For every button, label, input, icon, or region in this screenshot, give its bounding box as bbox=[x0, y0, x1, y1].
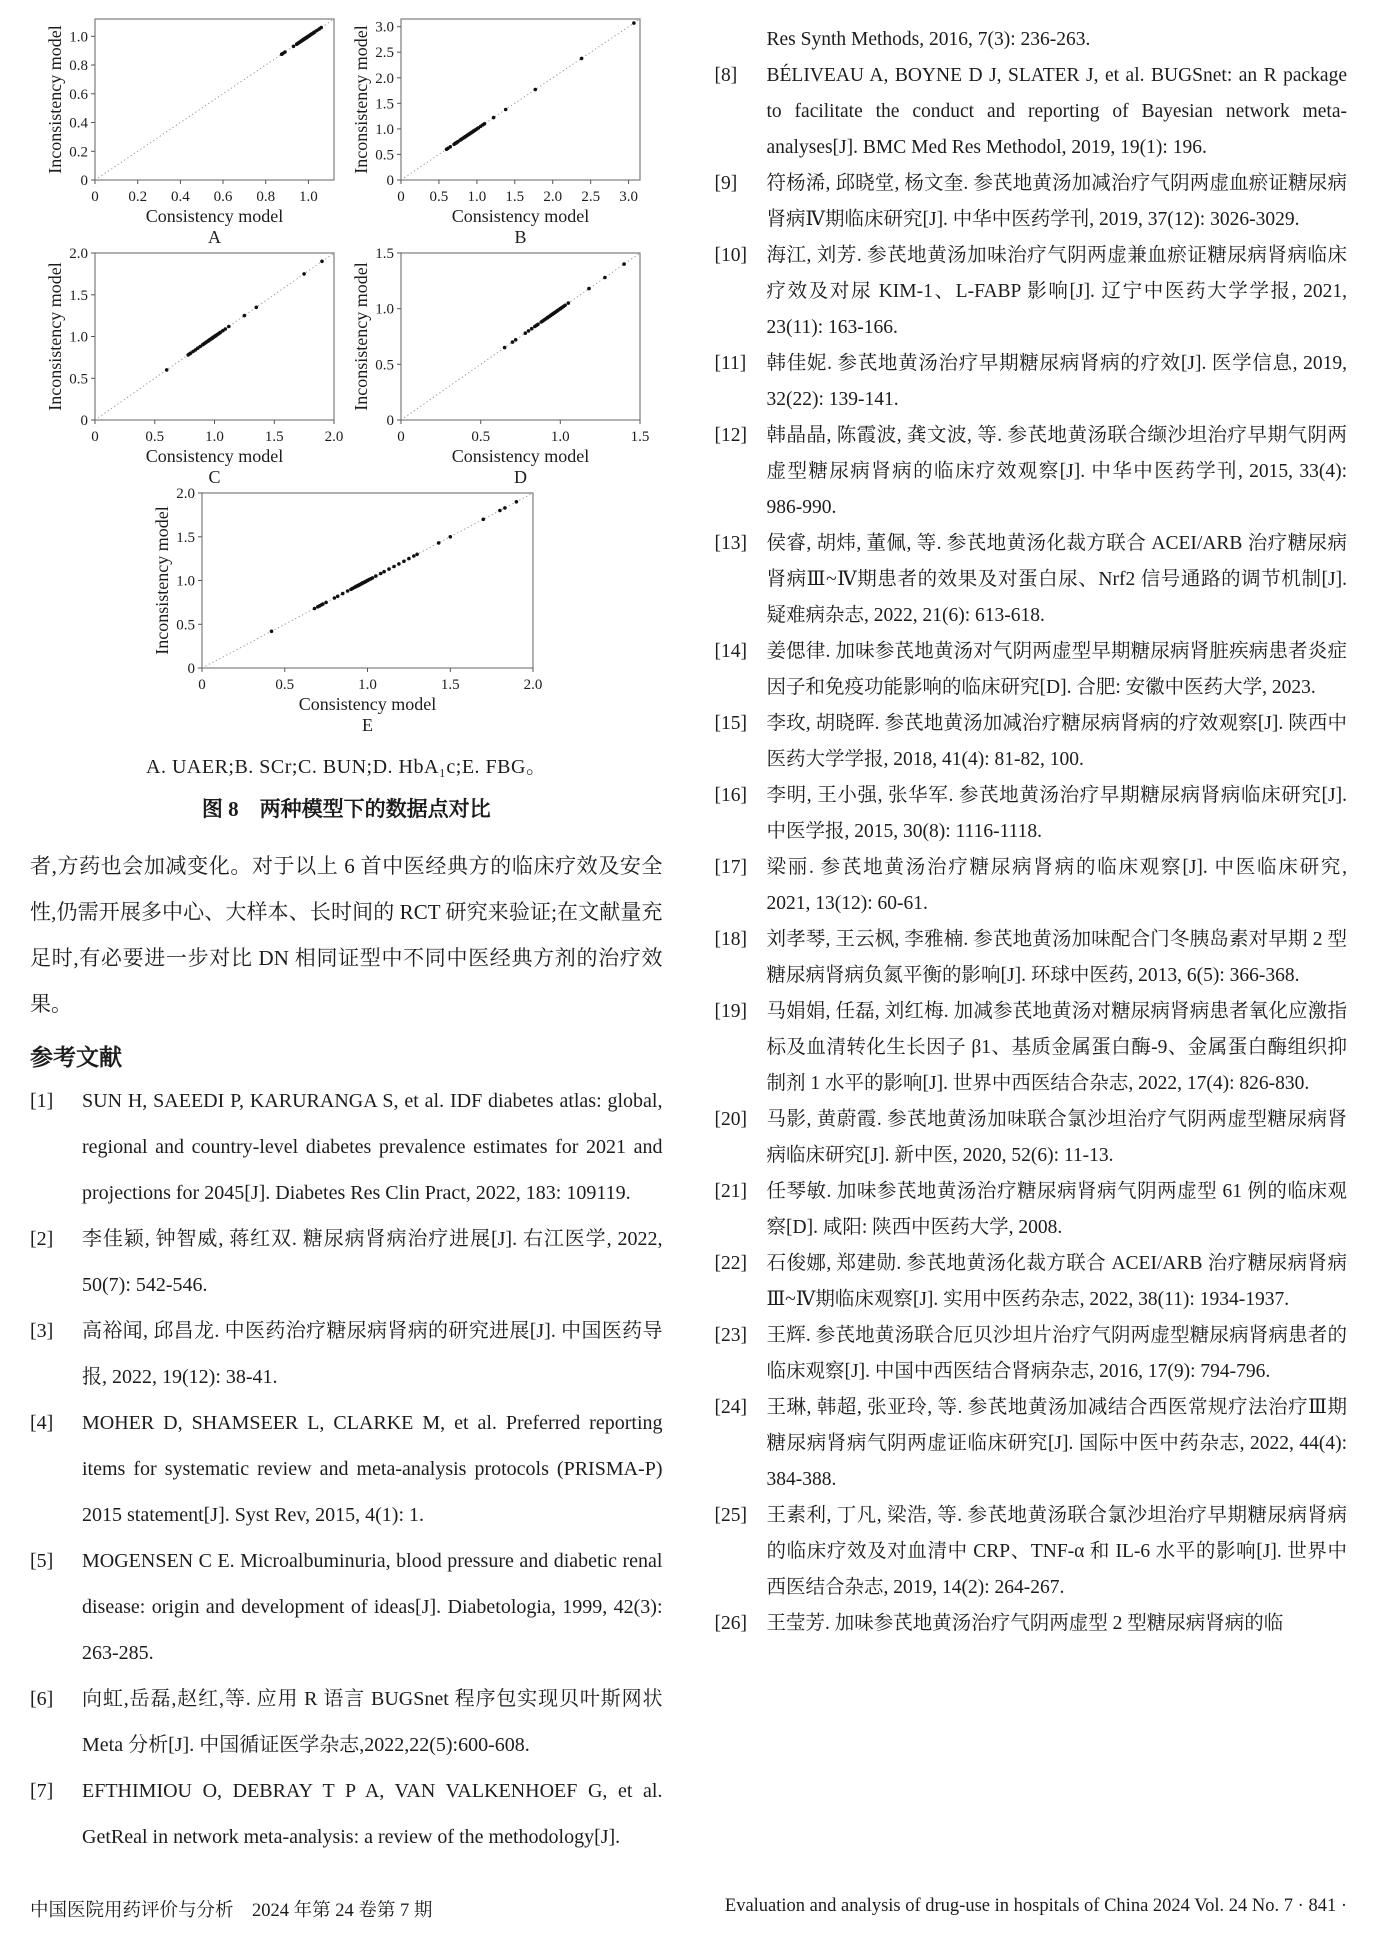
svg-text:0: 0 bbox=[80, 173, 89, 189]
reference-number: [11] bbox=[714, 353, 747, 374]
reference-item-1 bbox=[30, 1078, 663, 1216]
reference-number: [9] bbox=[714, 173, 738, 194]
reference-number: [12] bbox=[714, 425, 747, 446]
svg-text:1.0: 1.0 bbox=[375, 301, 395, 318]
reference-list-left bbox=[30, 1078, 663, 1860]
svg-text:0.4: 0.4 bbox=[69, 115, 89, 132]
reference-item-5 bbox=[30, 1538, 663, 1676]
reference-text: 李明, 王小强, 张华军. 参芪地黄汤治疗早期糖尿病肾病临床研究[J]. 中医学报, 2015, 30(8): 1116-1118. bbox=[766, 785, 1347, 842]
reference-text: 王辉. 参芪地黄汤联合厄贝沙坦片治疗气阴两虚型糖尿病肾病患者的临床观察[J]. 中国中西医结合肾病杂志, 2016, 17(9): 794-796. bbox=[766, 1325, 1347, 1382]
page-footer bbox=[30, 1896, 1347, 1922]
svg-text:Consistency model: Consistency model bbox=[146, 446, 284, 466]
reference-item-11 bbox=[715, 346, 1348, 418]
reference-item-20 bbox=[715, 1102, 1348, 1174]
svg-text:0.8: 0.8 bbox=[69, 58, 89, 74]
svg-text:Consistency model: Consistency model bbox=[452, 206, 590, 226]
reference-number: [25] bbox=[714, 1505, 747, 1526]
svg-text:2.0: 2.0 bbox=[176, 486, 196, 502]
svg-text:2.0: 2.0 bbox=[523, 677, 543, 693]
plot-row bbox=[43, 246, 649, 486]
reference-item-12 bbox=[715, 418, 1348, 526]
svg-text:A: A bbox=[208, 227, 222, 246]
svg-text:1.0: 1.0 bbox=[551, 429, 570, 445]
svg-text:2.0: 2.0 bbox=[69, 246, 89, 262]
reference-text: 侯睿, 胡炜, 董佩, 等. 参芪地黄汤化裁方联合 ACEI/ARB 治疗糖尿病肾病Ⅲ~Ⅳ期患者的效果及对蛋白尿、Nrf2 信号通路的调节机制[J]. 疑难病杂志, 2022, 21(6): 613-618. bbox=[766, 533, 1347, 626]
svg-text:0: 0 bbox=[91, 189, 99, 205]
svg-text:0.8: 0.8 bbox=[256, 189, 276, 205]
svg-text:0.5: 0.5 bbox=[375, 147, 395, 164]
svg-text:Consistency model: Consistency model bbox=[452, 446, 590, 466]
reference-number: [3] bbox=[30, 1320, 54, 1342]
svg-text:Inconsistency model: Inconsistency model bbox=[351, 262, 372, 411]
footer-journal-name-en-page: Evaluation and analysis of drug-use in hospitals of China 2024 Vol. 24 No. 7 · 841 · bbox=[724, 1896, 1347, 1916]
reference-number: [21] bbox=[714, 1181, 747, 1202]
svg-text:Inconsistency model: Inconsistency model bbox=[152, 506, 173, 655]
reference-number: [2] bbox=[30, 1228, 54, 1250]
reference-text: BÉLIVEAU A, BOYNE D J, SLATER J, et al. BUGSnet: an R package to facilitate the conduct and reporting of Bayesian network meta-analyses[J]. BMC Med Res Methodol, 2019, 19(1): 196. bbox=[766, 65, 1347, 158]
svg-text:Consistency model: Consistency model bbox=[299, 694, 437, 714]
scatter-plot-b bbox=[349, 12, 649, 246]
reference-number: [17] bbox=[714, 857, 747, 878]
scatter-plot-e bbox=[150, 486, 542, 734]
svg-text:0.5: 0.5 bbox=[176, 617, 196, 634]
reference-text: 向虹,岳磊,赵红,等. 应用 R 语言 BUGSnet 程序包实现贝叶斯网状 Meta 分析[J]. 中国循证医学杂志,2022,22(5):600-608. bbox=[82, 1688, 663, 1756]
svg-text:1.5: 1.5 bbox=[505, 189, 525, 205]
svg-text:1.5: 1.5 bbox=[265, 429, 284, 445]
svg-text:0: 0 bbox=[80, 413, 89, 429]
two-column-layout bbox=[30, 12, 1347, 1860]
svg-text:0.2: 0.2 bbox=[69, 144, 89, 161]
reference-number: [16] bbox=[714, 785, 747, 806]
reference-text: 王琳, 韩超, 张亚玲, 等. 参芪地黄汤加减结合西医常规疗法治疗Ⅲ期糖尿病肾病气阴两虚证临床研究[J]. 国际中医中药杂志, 2022, 44(4): 384-388. bbox=[766, 1397, 1347, 1490]
references-heading: 参考文献 bbox=[30, 1045, 122, 1070]
svg-text:1.0: 1.0 bbox=[176, 573, 196, 590]
svg-text:2.0: 2.0 bbox=[324, 429, 344, 445]
svg-text:1.0: 1.0 bbox=[375, 121, 395, 138]
svg-text:2.5: 2.5 bbox=[375, 45, 395, 62]
svg-text:0.5: 0.5 bbox=[375, 357, 395, 374]
figure-title: 图 8 两种模型下的数据点对比 bbox=[201, 797, 491, 821]
reference-text: 刘孝琴, 王云枫, 李雅楠. 参芪地黄汤加味配合门冬胰岛素对早期 2 型糖尿病肾病负氮平衡的影响[J]. 环球中医药, 2013, 6(5): 366-368. bbox=[766, 929, 1347, 986]
reference-text: SUN H, SAEEDI P, KARURANGA S, et al. IDF diabetes atlas: global, regional and country-level diabetes prevalence estimates for 2021 and projections for 2045[J]. Diabetes Res Clin Pract, 2022, 183: 109119. bbox=[82, 1090, 663, 1204]
reference-item-18 bbox=[715, 922, 1348, 994]
reference-number: [22] bbox=[714, 1253, 747, 1274]
svg-text:0: 0 bbox=[397, 189, 405, 205]
scatter-plot-grid bbox=[30, 12, 663, 734]
plot-row bbox=[150, 486, 542, 734]
svg-text:C: C bbox=[208, 467, 221, 486]
reference-item-4 bbox=[30, 1400, 663, 1538]
reference-item-19 bbox=[715, 994, 1348, 1102]
svg-text:0: 0 bbox=[397, 429, 405, 445]
reference-text: 王素利, 丁凡, 梁浩, 等. 参芪地黄汤联合氯沙坦治疗早期糖尿病肾病的临床疗效及对血清中 CRP、TNF-α 和 IL-6 水平的影响[J]. 世界中西医结合杂志, 2019, 14(2): 264-267. bbox=[766, 1505, 1347, 1598]
reference-item-9 bbox=[715, 166, 1348, 238]
svg-text:0.5: 0.5 bbox=[275, 677, 295, 693]
reference-text: 李佳颖, 钟智威, 蒋红双. 糖尿病肾病治疗进展[J]. 右江医学, 2022, 50(7): 542-546. bbox=[82, 1228, 663, 1296]
scatter-plot-a bbox=[43, 12, 343, 246]
svg-text:1.0: 1.0 bbox=[69, 329, 89, 346]
reference-number: [26] bbox=[714, 1613, 747, 1634]
reference-number: [14] bbox=[714, 641, 747, 662]
svg-text:2.0: 2.0 bbox=[375, 70, 395, 87]
svg-text:0.6: 0.6 bbox=[69, 86, 89, 103]
svg-text:0: 0 bbox=[91, 429, 99, 445]
svg-text:1.0: 1.0 bbox=[467, 189, 487, 205]
figure-caption bbox=[30, 750, 663, 823]
svg-text:0.6: 0.6 bbox=[213, 189, 233, 205]
svg-text:1.0: 1.0 bbox=[205, 429, 225, 445]
scatter-plot-c bbox=[43, 246, 343, 486]
reference-text: 梁丽. 参芪地黄汤治疗糖尿病肾病的临床观察[J]. 中医临床研究, 2021, 13(12): 60-61. bbox=[766, 857, 1347, 914]
reference-number: [10] bbox=[714, 245, 747, 266]
reference-item-13 bbox=[715, 526, 1348, 634]
svg-text:2.0: 2.0 bbox=[543, 189, 563, 205]
reference-item-17 bbox=[715, 850, 1348, 922]
reference-item-7 bbox=[30, 1768, 663, 1860]
left-column bbox=[30, 12, 663, 1860]
footer-journal-name-cn: 中国医院用药评价与分析 2024 年第 24 卷第 7 期 bbox=[30, 1901, 433, 1921]
svg-text:Inconsistency model: Inconsistency model bbox=[45, 25, 66, 174]
reference-number: [13] bbox=[714, 533, 747, 554]
reference-number: [7] bbox=[30, 1780, 54, 1802]
reference-text: 马娟娟, 任磊, 刘红梅. 加减参芪地黄汤对糖尿病肾病患者氧化应激指标及血清转化生长因子 β1、基质金属蛋白酶-9、金属蛋白酶组织抑制剂 1 水平的影响[J]. 世界中西医结合杂志, 2022, 17(4): 826-830. bbox=[766, 1001, 1347, 1094]
reference-number: [15] bbox=[714, 713, 747, 734]
reference-text: 姜偲律. 加味参芪地黄汤对气阴两虚型早期糖尿病肾脏疾病患者炎症因子和免疫功能影响的临床研究[D]. 合肥: 安徽中医药大学, 2023. bbox=[766, 641, 1347, 698]
svg-text:3.0: 3.0 bbox=[375, 19, 395, 36]
svg-text:Consistency model: Consistency model bbox=[146, 206, 284, 226]
reference-item-16 bbox=[715, 778, 1348, 850]
reference-number: [8] bbox=[714, 65, 738, 86]
svg-text:D: D bbox=[514, 467, 528, 486]
svg-text:1.5: 1.5 bbox=[69, 287, 89, 304]
reference-item-24 bbox=[715, 1390, 1348, 1498]
svg-text:0: 0 bbox=[386, 173, 395, 189]
reference-number: [5] bbox=[30, 1550, 54, 1572]
reference-item-10 bbox=[715, 238, 1348, 346]
svg-text:0.5: 0.5 bbox=[471, 429, 491, 445]
svg-text:1.5: 1.5 bbox=[441, 677, 460, 693]
reference-text: MOHER D, SHAMSEER L, CLARKE M, et al. Preferred reporting items for systematic review and meta-analysis protocols (PRISMA-P) 2015 statement[J]. Syst Rev, 2015, 4(1): 1. bbox=[82, 1412, 663, 1526]
reference-number: [18] bbox=[714, 929, 747, 950]
svg-text:Inconsistency model: Inconsistency model bbox=[45, 262, 66, 411]
svg-text:3.0: 3.0 bbox=[619, 189, 639, 205]
svg-text:1.0: 1.0 bbox=[358, 677, 378, 693]
reference-item-6 bbox=[30, 1676, 663, 1768]
reference-text: 高裕闻, 邱昌龙. 中医药治疗糖尿病肾病的研究进展[J]. 中国医药导报, 2022, 19(12): 38-41. bbox=[82, 1320, 663, 1388]
reference-number: [19] bbox=[714, 1001, 747, 1022]
reference-text: EFTHIMIOU O, DEBRAY T P A, VAN VALKENHOEF G, et al. GetReal in network meta-analysis: a review of the methodology[J]. bbox=[82, 1780, 663, 1848]
reference-number: [4] bbox=[30, 1412, 54, 1434]
reference-number: [24] bbox=[714, 1397, 747, 1418]
svg-text:1.5: 1.5 bbox=[176, 529, 196, 546]
reference-text: 韩晶晶, 陈霞波, 龚文波, 等. 参芪地黄汤联合缬沙坦治疗早期气阴两虚型糖尿病肾病的临床疗效观察[J]. 中华中医药学刊, 2015, 33(4): 986-990. bbox=[766, 425, 1347, 518]
svg-text:Inconsistency model: Inconsistency model bbox=[351, 25, 372, 174]
reference-7-continuation: Res Synth Methods, 2016, 7(3): 236-263. bbox=[766, 29, 1091, 50]
svg-text:0: 0 bbox=[386, 413, 395, 429]
svg-text:1.5: 1.5 bbox=[375, 246, 395, 262]
reference-item-21 bbox=[715, 1174, 1348, 1246]
scatter-plot-d bbox=[349, 246, 649, 486]
svg-text:0: 0 bbox=[198, 677, 206, 693]
figure-panel-legend: A. UAER;B. SCr;C. BUN;D. HbA₁c;E. FBG。 bbox=[146, 756, 547, 778]
reference-number: [23] bbox=[714, 1325, 747, 1346]
reference-text: 韩佳妮. 参芪地黄汤治疗早期糖尿病肾病的疗效[J]. 医学信息, 2019, 32(22): 139-141. bbox=[766, 353, 1347, 410]
svg-text:2.5: 2.5 bbox=[581, 189, 601, 205]
svg-text:1.5: 1.5 bbox=[630, 429, 650, 445]
reference-item-25 bbox=[715, 1498, 1348, 1606]
reference-item-22 bbox=[715, 1246, 1348, 1318]
reference-number: [1] bbox=[30, 1090, 54, 1112]
reference-item-2 bbox=[30, 1216, 663, 1308]
reference-number: [6] bbox=[30, 1688, 54, 1710]
figure-8 bbox=[30, 12, 663, 823]
svg-text:0.2: 0.2 bbox=[128, 189, 148, 205]
reference-text: 海江, 刘芳. 参芪地黄汤加味治疗气阴两虚兼血瘀证糖尿病肾病临床疗效及对尿 KIM-1、L-FABP 影响[J]. 辽宁中医药大学学报, 2021, 23(11): 163-166. bbox=[766, 245, 1347, 338]
reference-list-right bbox=[715, 58, 1348, 1642]
body-paragraph: 者,方药也会加减变化。对于以上 6 首中医经典方的临床疗效及安全性,仍需开展多中心、大样本、长时间的 RCT 研究来验证;在文献量充足时,有必要进一步对比 DN 相同证型中不同中医经典方剂的治疗效果。 bbox=[30, 854, 663, 1016]
reference-text: 李玫, 胡晓晖. 参芪地黄汤加减治疗糖尿病肾病的疗效观察[J]. 陕西中医药大学学报, 2018, 41(4): 81-82, 100. bbox=[766, 713, 1347, 770]
reference-item-26 bbox=[715, 1606, 1348, 1642]
plot-row bbox=[43, 12, 649, 246]
reference-text: 马影, 黄蔚霞. 参芪地黄汤加味联合氯沙坦治疗气阴两虚型糖尿病肾病临床研究[J]. 新中医, 2020, 52(6): 11-13. bbox=[766, 1109, 1347, 1166]
reference-text: 符杨浠, 邱晓堂, 杨文奎. 参芪地黄汤加减治疗气阴两虚血瘀证糖尿病肾病Ⅳ期临床研究[J]. 中华中医药学刊, 2019, 37(12): 3026-3029. bbox=[766, 173, 1347, 230]
reference-item-3 bbox=[30, 1308, 663, 1400]
svg-text:0.4: 0.4 bbox=[171, 189, 191, 205]
svg-text:0.5: 0.5 bbox=[429, 189, 449, 205]
right-column bbox=[715, 12, 1348, 1860]
reference-item-23 bbox=[715, 1318, 1348, 1390]
reference-text: 王莹芳. 加味参芪地黄汤治疗气阴两虚型 2 型糖尿病肾病的临 bbox=[766, 1613, 1284, 1634]
reference-text: 任琴敏. 加味参芪地黄汤治疗糖尿病肾病气阴两虚型 61 例的临床观察[D]. 咸阳: 陕西中医药大学, 2008. bbox=[766, 1181, 1347, 1238]
reference-item-8 bbox=[715, 58, 1348, 166]
svg-text:0: 0 bbox=[187, 661, 196, 677]
svg-text:1.0: 1.0 bbox=[69, 29, 89, 46]
svg-text:B: B bbox=[514, 227, 527, 246]
reference-item-15 bbox=[715, 706, 1348, 778]
svg-text:E: E bbox=[362, 715, 374, 734]
reference-item-14 bbox=[715, 634, 1348, 706]
reference-text: 石俊娜, 郑建勋. 参芪地黄汤化裁方联合 ACEI/ARB 治疗糖尿病肾病Ⅲ~Ⅳ期临床观察[J]. 实用中医药杂志, 2022, 38(11): 1934-1937. bbox=[766, 1253, 1347, 1310]
svg-text:1.5: 1.5 bbox=[375, 96, 395, 113]
reference-number: [20] bbox=[714, 1109, 747, 1130]
reference-text: MOGENSEN C E. Microalbuminuria, blood pressure and diabetic renal disease: origin and development of ideas[J]. Diabetologia, 1999, 42(3): 263-285. bbox=[82, 1550, 663, 1664]
svg-text:1.0: 1.0 bbox=[299, 189, 319, 205]
svg-text:0.5: 0.5 bbox=[145, 429, 165, 445]
svg-text:0.5: 0.5 bbox=[69, 371, 89, 388]
